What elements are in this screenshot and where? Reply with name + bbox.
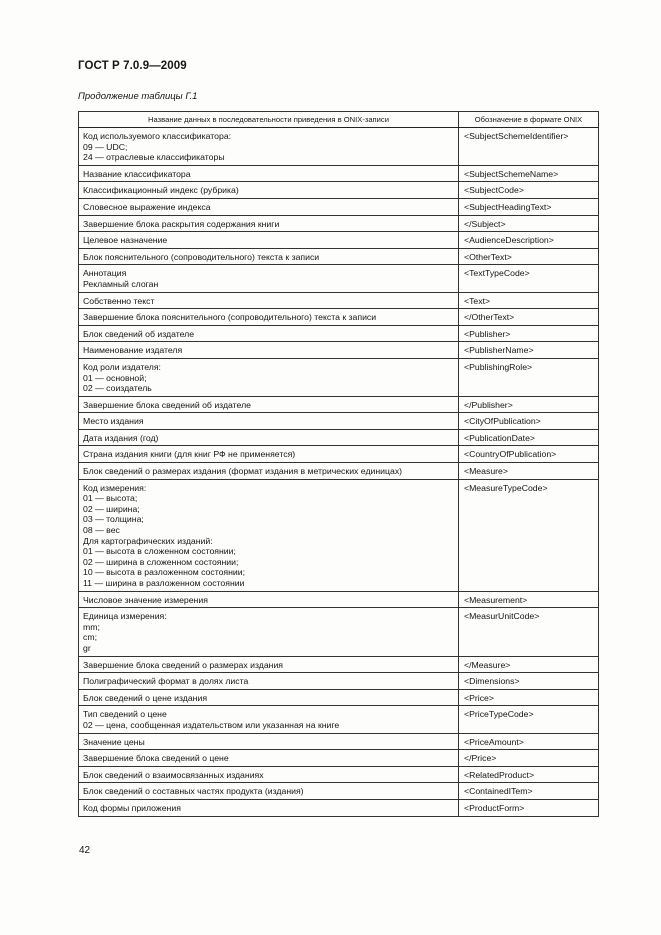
table-row — [79, 783, 599, 800]
table-row — [79, 766, 599, 783]
table-row — [79, 673, 599, 690]
onix-tag-cell: <PublishingRole> — [459, 358, 599, 396]
table-row — [79, 309, 599, 326]
onix-tag-cell: <TextTypeCode> — [459, 265, 599, 292]
data-element-name-cell: Блок пояснительного (сопроводительного) текста к записи — [79, 248, 459, 265]
table-row — [79, 446, 599, 463]
data-element-name-cell: Код используемого классификатора: 09 — UDC; 24 — отраслевые классификаторы — [79, 128, 459, 166]
onix-tag-cell: <SubjectHeadingText> — [459, 198, 599, 215]
onix-tag-cell: <OtherText> — [459, 248, 599, 265]
onix-tag-cell: <CityOfPublication> — [459, 413, 599, 430]
table-row — [79, 429, 599, 446]
table-row — [79, 463, 599, 480]
onix-data-table — [78, 111, 599, 817]
data-element-name-cell: Завершение блока сведений об издателе — [79, 396, 459, 413]
table-row — [79, 232, 599, 249]
onix-tag-cell: <ProductForm> — [459, 799, 599, 816]
table-row — [79, 706, 599, 733]
column-header-data-name: Название данных в последовательности приведения в ONIX-записи — [79, 112, 459, 128]
onix-tag-cell: <CountryOfPublication> — [459, 446, 599, 463]
table-row — [79, 248, 599, 265]
data-element-name-cell: Блок сведений о взаимосвязанных изданиях — [79, 766, 459, 783]
table-row — [79, 215, 599, 232]
table-row — [79, 165, 599, 182]
table-row — [79, 591, 599, 608]
page-number: 42 — [79, 845, 91, 856]
onix-tag-cell: <SubjectCode> — [459, 182, 599, 199]
table-row — [79, 198, 599, 215]
onix-tag-cell: <SubjectSchemeIdentifier> — [459, 128, 599, 166]
table-row — [79, 292, 599, 309]
data-element-name-cell: Тип сведений о цене 02 — цена, сообщенная издательством или указанная на книге — [79, 706, 459, 733]
data-element-name-cell: Код измерения: 01 — высота; 02 — ширина; 03 — толщина; 08 — вес Для картографических изданий: 01 — высота в сложенном состоянии; 02 — ширина в сложенном состоянии; 10 — высота в разложенном состоянии; 11 — ширина в разложенном состоянии — [79, 479, 459, 591]
table-caption: Продолжение таблицы Г.1 — [78, 91, 198, 102]
onix-tag-cell: <Dimensions> — [459, 673, 599, 690]
onix-tag-cell: </Subject> — [459, 215, 599, 232]
table-row — [79, 689, 599, 706]
data-element-name-cell: Полиграфический формат в долях листа — [79, 673, 459, 690]
table-row — [79, 750, 599, 767]
onix-tag-cell: <Measurement> — [459, 591, 599, 608]
onix-tag-cell: <Measure> — [459, 463, 599, 480]
onix-tag-cell: <AudienceDescription> — [459, 232, 599, 249]
table-row — [79, 799, 599, 816]
onix-tag-cell: <RelatedProduct> — [459, 766, 599, 783]
onix-tag-cell: <PublicationDate> — [459, 429, 599, 446]
data-element-name-cell: Значение цены — [79, 733, 459, 750]
table-row — [79, 479, 599, 591]
data-element-name-cell: Собственно текст — [79, 292, 459, 309]
data-element-name-cell: Единица измерения: mm; cm; gr — [79, 608, 459, 656]
table-row — [79, 358, 599, 396]
data-element-name-cell: Аннотация Рекламный слоган — [79, 265, 459, 292]
table-row — [79, 413, 599, 430]
onix-tag-cell: <Publisher> — [459, 325, 599, 342]
data-element-name-cell: Страна издания книги (для книг РФ не применяется) — [79, 446, 459, 463]
data-element-name-cell: Блок сведений об издателе — [79, 325, 459, 342]
onix-tag-cell: </Price> — [459, 750, 599, 767]
data-element-name-cell: Блок сведений о размерах издания (формат издания в метрических единицах) — [79, 463, 459, 480]
data-element-name-cell: Наименование издателя — [79, 342, 459, 359]
onix-tag-cell: <PriceAmount> — [459, 733, 599, 750]
data-element-name-cell: Завершение блока пояснительного (сопроводительного) текста к записи — [79, 309, 459, 326]
data-element-name-cell: Место издания — [79, 413, 459, 430]
data-element-name-cell: Блок сведений о составных частях продукта (издания) — [79, 783, 459, 800]
table-row — [79, 128, 599, 166]
table-row — [79, 325, 599, 342]
table-row — [79, 656, 599, 673]
onix-tag-cell: <MeasureTypeCode> — [459, 479, 599, 591]
table-row — [79, 342, 599, 359]
onix-tag-cell: </Measure> — [459, 656, 599, 673]
onix-tag-cell: <SubjectSchemeName> — [459, 165, 599, 182]
data-element-name-cell: Завершение блока сведений о цене — [79, 750, 459, 767]
data-element-name-cell: Классификационный индекс (рубрика) — [79, 182, 459, 199]
table-header-row — [79, 112, 599, 128]
onix-tag-cell: <ContainedITem> — [459, 783, 599, 800]
table-row — [79, 608, 599, 656]
document-title: ГОСТ Р 7.0.9—2009 — [78, 60, 187, 72]
data-element-name-cell: Числовое значение измерения — [79, 591, 459, 608]
data-element-name-cell: Завершение блока сведений о размерах издания — [79, 656, 459, 673]
onix-tag-cell: <PriceTypeCode> — [459, 706, 599, 733]
table-row — [79, 396, 599, 413]
onix-tag-cell: <Price> — [459, 689, 599, 706]
data-element-name-cell: Блок сведений о цене издания — [79, 689, 459, 706]
data-element-name-cell: Код формы приложения — [79, 799, 459, 816]
onix-tag-cell: </OtherText> — [459, 309, 599, 326]
onix-tag-cell: <MeasurUnitCode> — [459, 608, 599, 656]
data-element-name-cell: Код роли издателя: 01 — основной; 02 — соиздатель — [79, 358, 459, 396]
data-element-name-cell: Целевое назначение — [79, 232, 459, 249]
data-element-name-cell: Завершение блока раскрытия содержания книги — [79, 215, 459, 232]
table-row — [79, 182, 599, 199]
data-element-name-cell: Словесное выражение индекса — [79, 198, 459, 215]
table-body — [79, 128, 599, 817]
data-element-name-cell: Дата издания (год) — [79, 429, 459, 446]
table-row — [79, 265, 599, 292]
column-header-onix-code: Обозначение в формате ONIX — [459, 112, 599, 128]
onix-tag-cell: <PublisherName> — [459, 342, 599, 359]
data-element-name-cell: Название классификатора — [79, 165, 459, 182]
table-row — [79, 733, 599, 750]
onix-tag-cell: </Publisher> — [459, 396, 599, 413]
onix-tag-cell: <Text> — [459, 292, 599, 309]
